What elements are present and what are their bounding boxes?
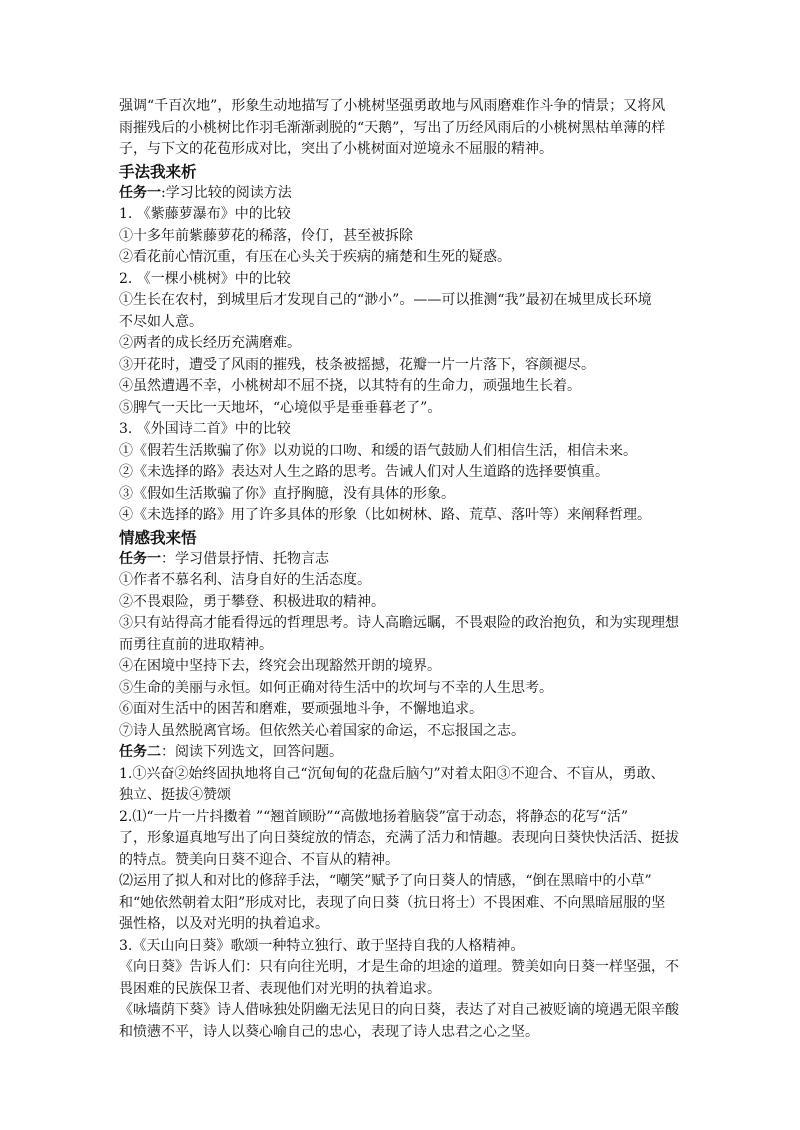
text-line: 和愤懑不平，诗人以葵心喻自己的忠心，表现了诗人忠君之心之坚。 xyxy=(119,1023,539,1040)
text-line: 1. 《紫藤萝瀑布》中的比较 xyxy=(119,206,291,222)
intro-line: 子，与下文的花苞形成对比，突出了小桃树面对逆境永不屈服的精神。 xyxy=(119,141,553,157)
text-line: 2.⑴“一片一片抖擞着 ”“翘首顾盼”“高傲地扬着脑袋”富于动态，将静态的花写“活” xyxy=(119,808,629,825)
task-title: ：学习借景抒情、托物言志 xyxy=(161,550,329,567)
text-line: ①《假若生活欺骗了你》以劝说的口吻、和缓的语气鼓励人们相信生活，相信未来。 xyxy=(119,442,637,459)
text-line: 了，形象逼真地写出了向日葵绽放的情态，充满了活力和情趣。表现向日葵快快活活、挺拔 xyxy=(119,830,679,846)
text-line: ①作者不慕名利、洁身自好的生活态度。 xyxy=(119,572,371,588)
text-line: ③只有站得高才能看得远的哲理思考。诗人高瞻远瞩，不畏艰险的政治抱负，和为实现理想 xyxy=(119,615,679,631)
text-line: 畏困难的民族保卫者、表现他们对光明的执着追求。 xyxy=(119,980,441,997)
text-line: ①十多年前紫藤萝花的稀落，伶仃，甚至被拆除 xyxy=(119,227,413,244)
section2-task2-body xyxy=(119,764,684,1044)
text-line: 2. 《一棵小桃树》中的比较 xyxy=(119,270,291,287)
text-line: 1.①兴奋②始终固执地将自己“沉甸甸的花盘后脑勺”对着太阳③不迎合、不盲从，勇敢、 xyxy=(119,765,665,782)
task-title: :学习比较的阅读方法 xyxy=(161,184,292,201)
text-line: 3.《天山向日葵》歌颂一种特立独行、敢于坚持自我的人格精神。 xyxy=(119,937,525,954)
text-line: 不尽如人意。 xyxy=(119,313,203,330)
text-line: 《咏墙荫下葵》诗人借咏独处阴幽无法见日的向日葵，表达了对自己被贬谪的境遇无限辛酸 xyxy=(119,1002,679,1018)
section1-body xyxy=(119,204,684,527)
text-line: ⑤生命的美丽与永恒。如何正确对待生活中的坎坷与不幸的人生思考。 xyxy=(119,679,553,696)
task-heading xyxy=(119,183,684,205)
text-line: ⑵运用了拟人和对比的修辞手法，“嘲笑”赋予了向日葵人的情感，“倒在黑暗中的小草” xyxy=(119,873,652,889)
text-line: 独立、挺拔④赞颂 xyxy=(119,787,231,803)
section-heading-emotions: 情感我来悟 xyxy=(119,528,197,547)
text-line: ③开花时，遭受了风雨的摧残，枝条被摇撼，花瓣一片一片落下，容颜褪尽。 xyxy=(119,356,595,373)
text-line: ⑥面对生活中的困苦和磨难，要顽强地斗争，不懈地追求。 xyxy=(119,701,483,717)
text-line: ③《假如生活欺骗了你》直抒胸臆，没有具体的形象。 xyxy=(119,485,455,502)
task-label: 任务一 xyxy=(119,550,161,567)
text-line: 强性格，以及对光明的执着追求。 xyxy=(119,916,329,932)
text-line: ②两者的成长经历充满磨难。 xyxy=(119,335,301,351)
text-line: ②看花前心情沉重，有压在心头关于疾病的痛楚和生死的疑惑。 xyxy=(119,249,511,265)
text-line: 的特点。赞美向日葵不迎合、不盲从的精神。 xyxy=(119,851,399,868)
task-heading xyxy=(119,742,684,764)
text-line: ②《未选择的路》表达对人生之路的思考。告诫人们对人生道路的选择要慎重。 xyxy=(119,464,609,480)
intro-paragraph xyxy=(119,96,684,161)
text-line: ④《未选择的路》用了许多具体的形象（比如树林、路、荒草、落叶等）来阐释哲理。 xyxy=(119,507,651,523)
text-line: 《向日葵》告诉人们：只有向往光明，才是生命的坦途的道理。赞美如向日葵一样坚强，不 xyxy=(119,959,679,975)
text-line: 而勇往直前的进取精神。 xyxy=(119,636,273,653)
intro-line: 强调“千百次地”，形象生动地描写了小桃树坚强勇敢地与风雨磨难作斗争的情景；又将风 xyxy=(119,98,666,114)
document-page xyxy=(119,96,684,1043)
text-line: ⑤脾气一天比一天地坏，“心境似乎是垂垂暮老了”。 xyxy=(119,399,442,416)
task-heading xyxy=(119,549,684,571)
section-heading-techniques: 手法我来析 xyxy=(119,162,197,181)
text-line: 3. 《外国诗二首》中的比较 xyxy=(119,421,291,437)
section2-task1-body xyxy=(119,570,684,742)
text-line: ④在困境中坚持下去，终究会出现豁然开朗的境界。 xyxy=(119,658,441,674)
text-line: ④虽然遭遇不幸，小桃树却不屈不挠，以其特有的生命力，顽强地生长着。 xyxy=(119,378,581,394)
task-label: 任务二 xyxy=(119,744,161,760)
text-line: ②不畏艰险，勇于攀登、积极进取的精神。 xyxy=(119,593,385,610)
intro-line: 雨摧残后的小桃树比作羽毛渐渐剥脱的“天鹅”，写出了历经风雨后的小桃树黑枯单薄的样 xyxy=(119,119,666,136)
task-label: 任务一 xyxy=(119,184,161,201)
text-line: ⑦诗人虽然脱离官场。但依然关心着国家的命运，不忘报国之志。 xyxy=(119,722,525,739)
text-line: 和“她依然朝着太阳”形成对比，表现了向日葵（抗日将士）不畏困难、不向黑暗屈服的坚 xyxy=(119,894,666,911)
task-title: ：阅读下列选文，回答问题。 xyxy=(161,744,343,760)
text-line: ①生长在农村，到城里后才发现自己的“渺小”。——可以推测“我”最初在城里成长环境 xyxy=(119,292,652,308)
